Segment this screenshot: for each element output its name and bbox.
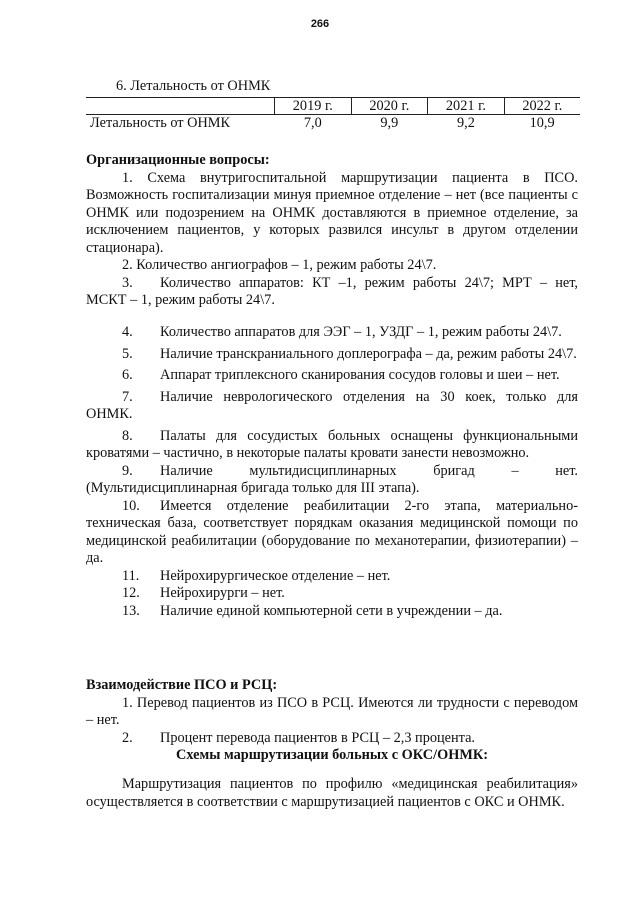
org-item-7-num: 7. [122, 388, 133, 405]
header-year-2022: 2022 г. [504, 98, 580, 115]
header-year-2019: 2019 г. [275, 98, 352, 115]
org-item-11 [86, 568, 578, 586]
interaction-section [86, 677, 578, 765]
org-item-4-text: Количество аппаратов для ЭЭГ – 1, УЗДГ – 1, режим работы 24\7. [160, 324, 562, 340]
org-item-13-num: 13. [122, 602, 140, 619]
section6-title: 6. Летальность от ОНМК [116, 78, 271, 94]
routing-heading: Схемы маршрутизации больных с ОКС/ОНМК: [176, 747, 488, 763]
org-item-12 [86, 585, 578, 603]
org-item-11-num: 11. [122, 567, 140, 584]
lethality-table-header [86, 98, 580, 115]
org-item-8-num: 8. [122, 427, 133, 444]
org-item-2: 2. Количество ангиографов – 1, режим работы 24\7. [122, 257, 437, 273]
org-item-5-num: 5. [122, 345, 133, 362]
interaction-item-2-text: Процент перевода пациентов в РСЦ – 2,3 процента. [160, 729, 475, 746]
org-item-6-num: 6. [122, 367, 133, 383]
row-label: Летальность от ОНМК [90, 115, 231, 131]
header-empty-cell [86, 98, 275, 115]
org-item-3 [86, 275, 578, 310]
value-2021: 9,2 [456, 115, 475, 131]
org-item-4-num: 4. [122, 324, 133, 340]
org-item-3-num: 3. [122, 274, 133, 291]
header-year-2021: 2021 г. [428, 98, 505, 115]
org-item-12-num: 12. [122, 585, 140, 601]
org-heading: Организационные вопросы: [86, 152, 270, 168]
org-item-5 [86, 346, 578, 364]
interaction-item-2-num: 2. [122, 729, 133, 746]
org-item-8 [86, 428, 578, 463]
interaction-item-1: 1. Перевод пациентов из ПСО в РСЦ. Имеются ли трудности с переводом – нет. [86, 694, 578, 728]
lethality-table-row [86, 115, 580, 132]
org-item-8-text: Палаты для сосудистых больных оснащены функциональными кроватями – частично, в некоторые палаты кровати занести невозможно. [86, 427, 578, 461]
value-2020: 9,9 [380, 115, 399, 131]
org-item-6-text: Аппарат триплексного сканирования сосудов головы и шеи – нет. [160, 367, 560, 383]
org-item-9-num: 9. [122, 462, 133, 479]
routing-text: Маршрутизация пациентов по профилю «медицинская реабилитация» осуществляется в соответствии с маршрутизацией пациентов с ОКС и ОНМК. [86, 776, 578, 810]
org-item-1: 1. Схема внутригоспитальной маршрутизации пациента в ПСО. Возможность госпитализации минуя приемное отделение – нет (все пациенты с ОНМК или подозрением на ОНМК доставляются в приемное отделение, за исключением пациентов, у которых развился инсульт в другом отделении стационара). [86, 169, 578, 256]
org-item-6 [86, 367, 578, 385]
org-item-3-text: Количество аппаратов: КТ –1, режим работы 24\7; МРТ – нет, МСКТ – 1, режим работы 24\7. [86, 274, 578, 308]
org-item-10-text: Имеется отделение реабилитации 2-го этапа, материально-техническая база, соответствует порядкам оказания медицинской помощи по медицинской реабилитации (оборудование по механотерапии, физиотерапии) – да. [86, 497, 578, 566]
org-item-5-text: Наличие транскраниального доплерографа – да, режим работы 24\7. [160, 345, 577, 362]
interaction-heading: Взаимодействие ПСО и РСЦ: [86, 677, 278, 693]
org-item-11-text: Нейрохирургическое отделение – нет. [160, 567, 391, 584]
org-section-cont [86, 324, 578, 620]
interaction-item-2 [86, 730, 578, 748]
org-item-7-text: Наличие неврологического отделения на 30 коек, только для ОНМК. [86, 388, 578, 422]
org-item-13 [86, 603, 578, 621]
org-item-10-num: 10. [122, 497, 140, 514]
lethality-table [86, 97, 580, 131]
org-item-12-text: Нейрохирурги – нет. [160, 585, 285, 601]
header-year-2020: 2020 г. [351, 98, 428, 115]
org-item-9-text: Наличие мультидисциплинарных бригад – нет. (Мультидисциплинарная бригада только для III этапа). [86, 462, 578, 496]
org-item-13-text: Наличие единой компьютерной сети в учреждении – да. [160, 602, 503, 619]
routing-section [86, 776, 578, 811]
value-2022: 10,9 [529, 115, 555, 131]
value-2019: 7,0 [303, 115, 322, 131]
page-number: 266 [310, 18, 330, 30]
org-section [86, 152, 578, 310]
org-item-9 [86, 463, 578, 498]
org-item-10 [86, 498, 578, 568]
org-item-7 [86, 389, 578, 424]
org-item-4 [86, 324, 578, 342]
